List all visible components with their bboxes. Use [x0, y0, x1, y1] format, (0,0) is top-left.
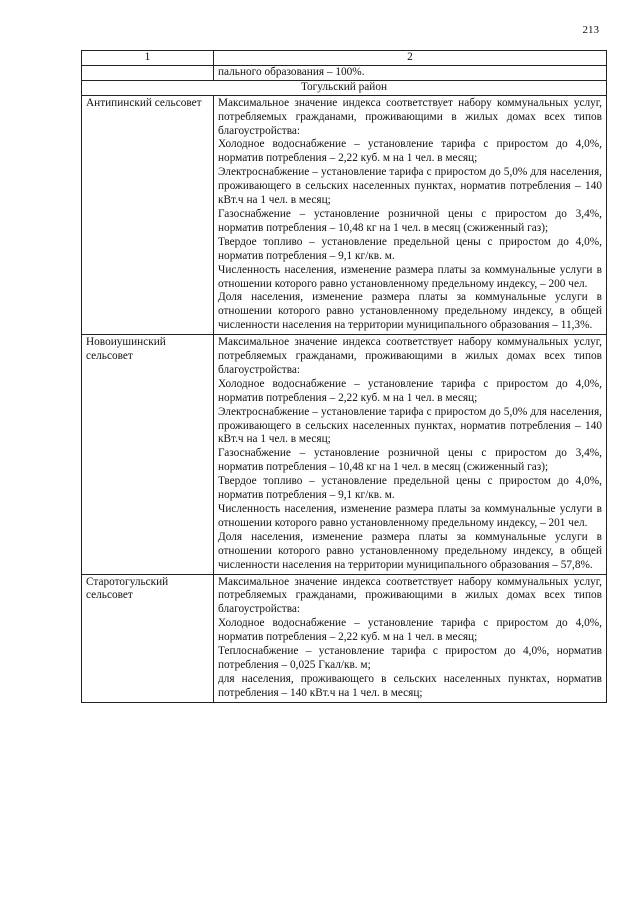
- paragraph: Численность населения, изменение размера платы за коммунальные услуги в отношении которого равно установленному предельному индексу, – 200 чел.: [218, 263, 602, 290]
- paragraph: Газоснабжение – установление розничной цены с приростом до 3,4%, норматив потребления – 10,48 кг на 1 чел. в месяц (сжиженный газ);: [218, 207, 602, 234]
- column-header-2: 2: [214, 51, 607, 66]
- paragraph: Численность населения, изменение размера платы за коммунальные услуги в отношении которого равно установленному предельному индексу, – 201 чел.: [218, 503, 602, 529]
- paragraph: Максимальное значение индекса соответствует набору коммунальных услуг, потребляемых гражданами, проживающими в жилых домах всех типов благоустройства:: [218, 96, 602, 137]
- paragraph: Холодное водоснабжение – установление тарифа с приростом до 4,0%, норматив потребления – 2,22 куб. м на 1 чел. в месяц;: [218, 138, 602, 165]
- table-row: [82, 574, 607, 702]
- municipality-name: Антипинский сельсовет: [82, 95, 214, 334]
- tariff-table: [81, 50, 607, 703]
- continuation-row: [82, 65, 607, 80]
- page-number: 213: [582, 24, 599, 36]
- continuation-name-cell: [82, 65, 214, 80]
- paragraph: Теплоснабжение – установление тарифа с приростом до 4,0%, норматив потребления – 0,025 Гкал/кв. м;: [218, 645, 602, 671]
- district-row: [82, 80, 607, 95]
- municipality-name: Старотогульский сельсовет: [82, 574, 214, 702]
- paragraph: Электроснабжение – установление тарифа с приростом до 5,0% для населения, проживающего в сельских населенных пунктах, норматив потребления – 140 кВт.ч на 1 чел. в месяц;: [218, 166, 602, 207]
- municipality-details: [214, 574, 607, 702]
- paragraph: Электроснабжение – установление тарифа с приростом до 5,0% для населения, проживающего в сельских населенных пунктах, норматив потребления – 140 кВт.ч на 1 чел. в месяц;: [218, 405, 602, 446]
- paragraph: Доля населения, изменение размера платы за коммунальные услуги в отношении которого равно установленному предельному индексу, в общей численности населения на территории муниципального образования – 57,8%.: [218, 530, 602, 571]
- paragraph: Газоснабжение – установление розничной цены с приростом до 3,4%, норматив потребления – 10,48 кг на 1 чел. в месяц (сжиженный газ);: [218, 447, 602, 474]
- paragraph: Максимальное значение индекса соответствует набору коммунальных услуг, потребляемых гражданами, проживающими в жилых домах всех типов благоустройства:: [218, 336, 602, 376]
- municipality-details: [214, 95, 607, 334]
- paragraph: Холодное водоснабжение – установление тарифа с приростом до 4,0%, норматив потребления – 2,22 куб. м на 1 чел. в месяц;: [218, 617, 602, 644]
- table-row: [82, 335, 607, 574]
- paragraph: Холодное водоснабжение – установление тарифа с приростом до 4,0%, норматив потребления – 2,22 куб. м на 1 чел. в месяц;: [218, 377, 602, 404]
- paragraph: Максимальное значение индекса соответствует набору коммунальных услуг, потребляемых гражданами, проживающими в жилых домах всех типов благоустройства:: [218, 575, 602, 616]
- municipality-name: Новоиушинский сельсовет: [82, 335, 214, 574]
- paragraph: Твердое топливо – установление предельной цены с приростом до 4,0%, норматив потребления – 9,1 кг/кв. м.: [218, 475, 602, 502]
- district-title: Тогульский район: [82, 80, 607, 95]
- continuation-text: пального образования – 100%.: [214, 65, 607, 80]
- table-row: [82, 95, 607, 334]
- municipality-details: [214, 335, 607, 574]
- paragraph: Доля населения, изменение размера платы за коммунальные услуги в отношении которого равно установленному предельному индексу, в общей численности населения на территории муниципального образования – 11,3%.: [218, 291, 602, 332]
- table-header-row: [82, 51, 607, 66]
- paragraph: Твердое топливо – установление предельной цены с приростом до 4,0%, норматив потребления – 9,1 кг/кв. м.: [218, 235, 602, 262]
- paragraph: для населения, проживающего в сельских населенных пунктах, норматив потребления – 140 кВт.ч на 1 чел. в месяц;: [218, 672, 602, 699]
- column-header-1: 1: [82, 51, 214, 66]
